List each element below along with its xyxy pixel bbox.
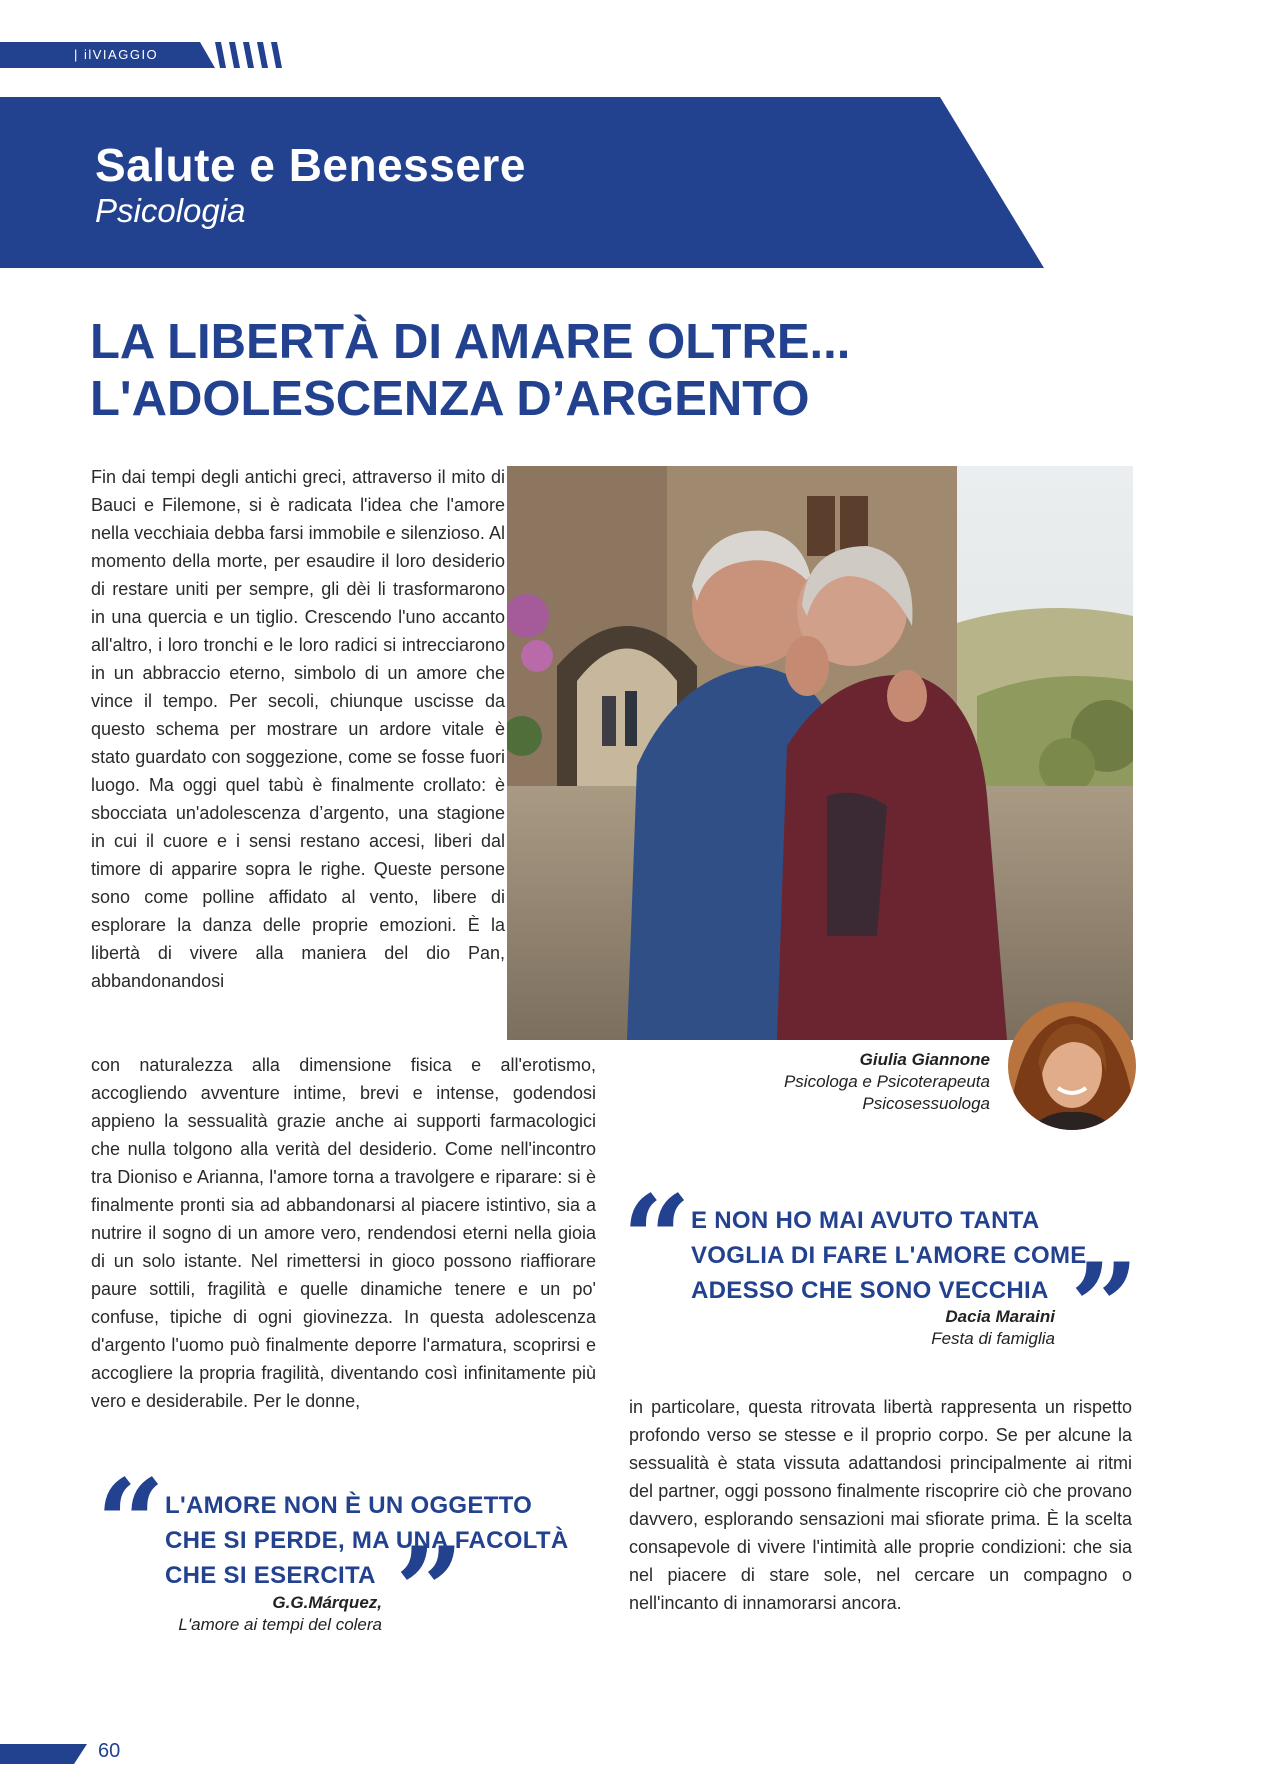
quote-source: Festa di famiglia xyxy=(931,1329,1055,1348)
author-credit xyxy=(700,1049,990,1115)
headline-line-1: LA LIBERTÀ DI AMARE OLTRE... xyxy=(90,315,851,369)
author-role-1: Psicologa e Psicoterapeuta xyxy=(783,1072,990,1091)
elderly-couple-kissing-photo xyxy=(507,466,1133,1040)
quote-author: G.G.Márquez, xyxy=(272,1593,382,1612)
article-text-left-top: Fin dai tempi degli antichi greci, attraverso il mito di Bauci e Filemone, si è radicata l'idea che l'amore nella vecchiaia debba farsi immobile e silenzioso. Al momento della morte, per esaudire il loro desiderio di restare uniti per sempre, gli dèi li trasformarono in una quercia e un tiglio. Crescendo l'uno accanto all'altro, i loro tronchi e le loro radici si intrecciarono in un abbraccio eterno, simbolo di un amore che vince il tempo. Per secoli, chiunque uscisse da questo schema per mostrare un ardore vitale è stato guardato con soggezione, come se fosse fuori luogo. Ma oggi quel tabù è finalmente crollato: è sbocciata un'adolescenza d’argento, una stagione in cui il cuore e i sensi restano accesi, liberi dal timore di apparire sopra le righe. Queste persone sono come polline affidato al vento, libere di esplorare la danza delle proprie emozioni. È la libertà di vivere alla maniera del dio Pan, abbandonandosi xyxy=(91,467,505,991)
headline-line-2: L'ADOLESCENZA D’ARGENTO xyxy=(90,372,810,426)
author-role-2: Psicosessuologa xyxy=(862,1094,990,1113)
quote-author: Dacia Maraini xyxy=(945,1307,1055,1326)
quote-attribution-1 xyxy=(820,1306,1055,1350)
close-quote-icon: ” xyxy=(1070,1237,1140,1378)
decorative-stripe xyxy=(257,42,268,68)
section-title: Salute e Benessere xyxy=(95,139,526,191)
close-quote-icon: ” xyxy=(395,1521,465,1662)
quote-line: L'AMORE NON È UN OGGETTO xyxy=(165,1492,533,1519)
section-subtitle: Psicologia xyxy=(95,192,246,229)
decorative-stripe xyxy=(215,42,226,68)
article-text-left-bottom: con naturalezza alla dimensione fisica e all'erotismo, accogliendo avventure intime, brevi e intense, godendosi appieno la sessualità grazie anche ai supporti farmacologici che nulla tolgono alla verità del desiderio. Come nell'incontro tra Dioniso e Arianna, l'amore torna a travolgere e riparare: si è finalmente pronti sia ad abbandonarsi al piacere istintivo, sia a nutrire il sogno di un amore vero, rendendosi eterni nella gioia di un solo istante. Nel rimettersi in gioco possono riaffiorare paure sottili, fragilità e quelle dinamiche tenere e un po' confuse, tipiche di ogni giovinezza. In questa adolescenza d'argento l'uomo può finalmente deporre l'armatura, scoprirsi e accogliere la propria fragilità, diventando così infinitamente più vero e desiderabile. Per le donne, xyxy=(91,1055,596,1411)
quote-line: ADESSO CHE SONO VECCHIA xyxy=(691,1277,1049,1304)
decorative-stripe xyxy=(271,42,282,68)
open-quote-icon: “ xyxy=(622,1169,692,1310)
article-text-right: in particolare, questa ritrovata libertà rappresenta un rispetto profondo verso se stesse e il proprio corpo. Se per alcune la sessualità è stata vissuta adattandosi principalmente ai ritmi del partner, oggi possono finalmente riscoprire ciò che provano davvero, esplorando sensazioni mai sfiorate prima. È la scelta consapevole di vivere l'intimità alle proprie condizioni: che sia nel piacere di stare sole, nel cercare un compagno o nell'incanto di innamorarsi ancora. xyxy=(629,1397,1132,1613)
decorative-stripe xyxy=(229,42,240,68)
decorative-stripe xyxy=(243,42,254,68)
quote-line: CHE SI PERDE, MA UNA FACOLTÀ xyxy=(165,1527,569,1554)
article-headline xyxy=(90,314,850,428)
author-name: Giulia Giannone xyxy=(859,1050,990,1069)
quote-line: VOGLIA DI FARE L'AMORE COME xyxy=(691,1242,1087,1269)
author-avatar xyxy=(1008,1002,1136,1130)
quote-attribution-2 xyxy=(120,1592,382,1636)
quote-line: E NON HO MAI AVUTO TANTA xyxy=(691,1207,1040,1234)
pull-quote-1 xyxy=(691,1203,1087,1308)
open-quote-icon: “ xyxy=(96,1453,166,1594)
quote-source: L'amore ai tempi del colera xyxy=(178,1615,382,1634)
magazine-brand: | ilVIAGGIO xyxy=(74,47,159,62)
pull-quote-2 xyxy=(165,1488,569,1593)
page-number: 60 xyxy=(98,1740,121,1762)
quote-line: CHE SI ESERCITA xyxy=(165,1562,376,1589)
page-number-bar xyxy=(0,1744,87,1764)
